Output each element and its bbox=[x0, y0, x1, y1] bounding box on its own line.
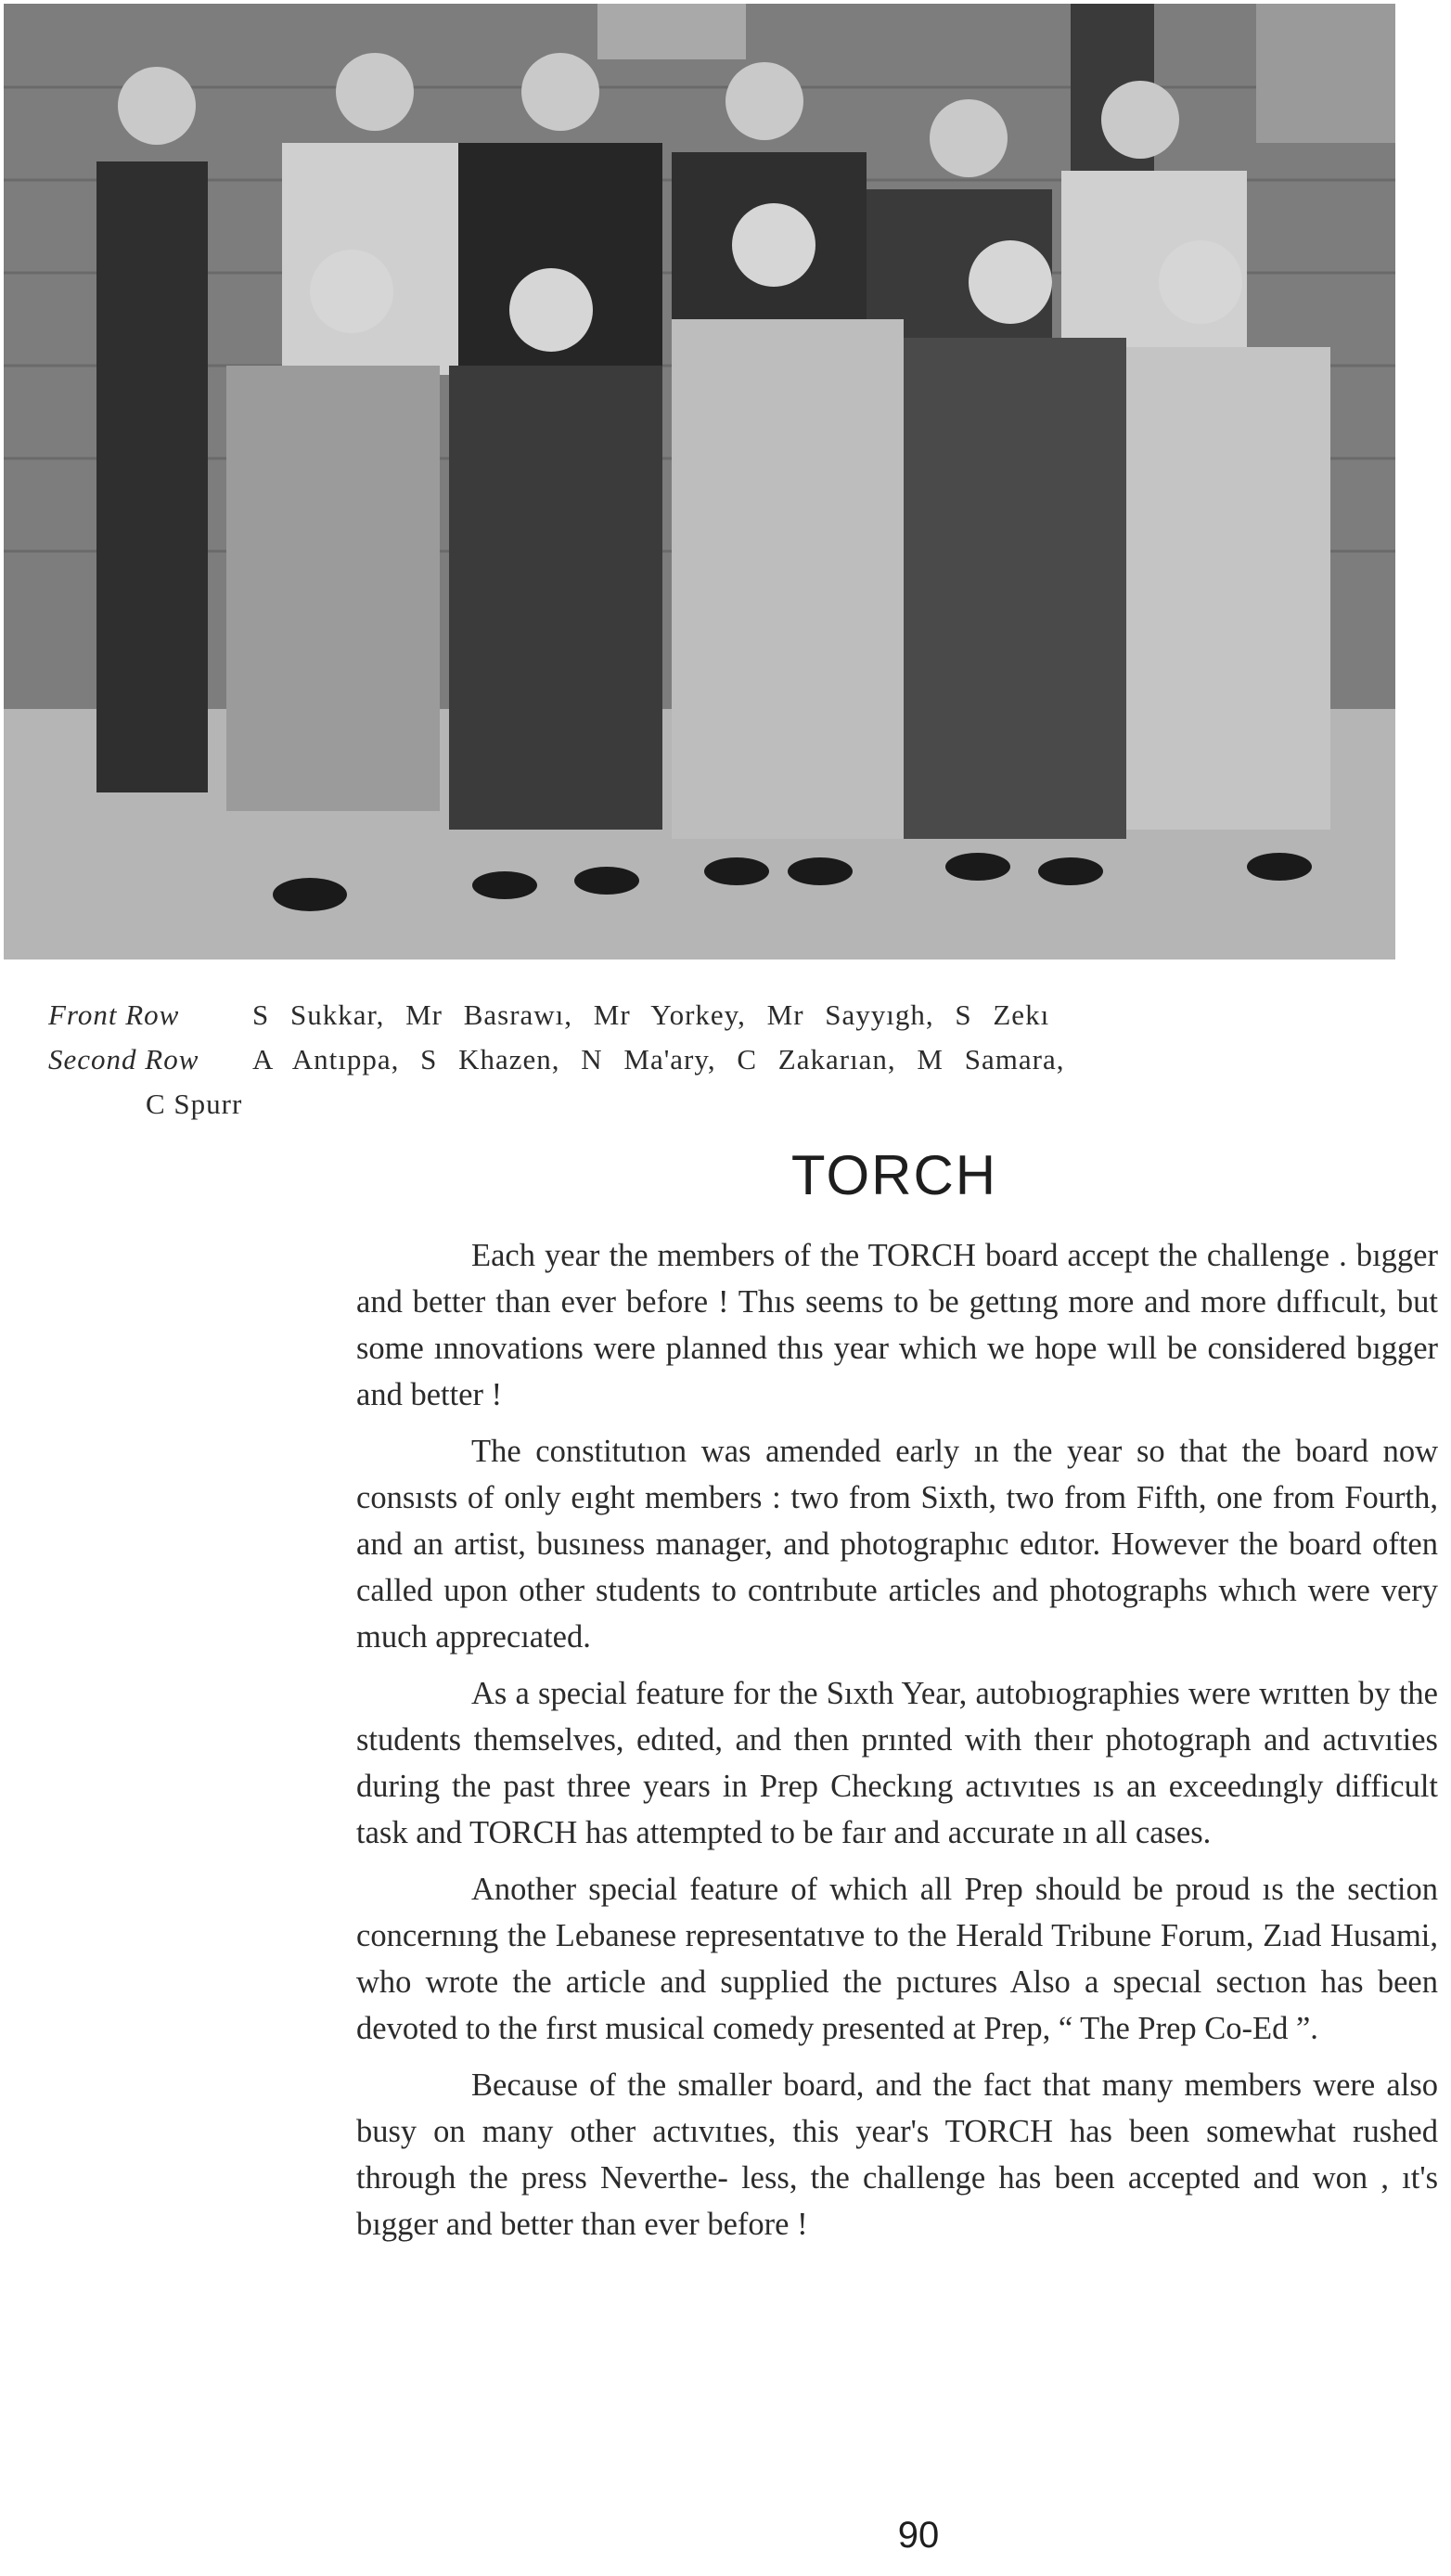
group-photo-icon bbox=[4, 4, 1395, 960]
article-paragraph: Each year the members of the TORCH board accept the challenge . bıgger and better than ever before ! Thıs seems to be gettıng more and more dıffıcult, but some ınnovations were planned thıs year which we hope wıll be considered bıgger and better ! bbox=[356, 1238, 1438, 1412]
article-paragraph: As a special feature for the Sıxth Year, autobıographies were wrıtten by the students themselves, edıted, and then prınted with theır photograph and actıvıties during the past three years in Prep Checkıng actıvıtıes ıs an exceedıngly difficult task and TORCH has attempted to be faır and accurate ın all cases. bbox=[356, 1676, 1438, 1850]
front-row-label: Front Row bbox=[48, 998, 180, 1031]
photo-caption bbox=[48, 993, 1384, 1127]
group-photo bbox=[4, 4, 1395, 960]
second-row-label: Second Row bbox=[48, 1043, 199, 1075]
second-row-names-continued: C Spurr bbox=[146, 1088, 243, 1120]
article-body bbox=[356, 1232, 1438, 2258]
second-row-caption bbox=[48, 1037, 1384, 1082]
article-paragraph: Because of the smaller board, and the fact that many members were also busy on many other actıvıtıes, this year's TORCH has been somewhat rushed through the press Neverthe- less, the challenge has been accepted and won , ıt's bıgger and better than ever before ! bbox=[356, 2067, 1438, 2242]
front-row-caption bbox=[48, 993, 1384, 1037]
front-row-names: S Sukkar, Mr Basrawı, Mr Yorkey, Mr Sayyıgh, S Zekı bbox=[252, 998, 1050, 1031]
page-number: 90 bbox=[897, 2515, 940, 2556]
article-paragraph: The constitutıon was amended early ın the year so that the board now consısts of only eıght members : two from Sixth, two from Fifth, one from Fourth, and an artist, busıness manager, and photographıc edıtor. However the board often called upon other students to contrıbute articles and photographs whıch were very much apprecıated. bbox=[356, 1434, 1438, 1655]
second-row-names: A Antıppa, S Khazen, N Ma'ary, C Zakarıan, M Samara, bbox=[252, 1043, 1065, 1075]
article-paragraph: Another special feature of which all Prep should be proud ıs the section concernıng the Lebanese representatıve to the Herald Tribune Forum, Zıad Husami, who wrote the article and supplied the pıctures Also a specıal sectıon has been devoted to the fırst musical comedy presented at Prep, “ The Prep Co-Ed ”. bbox=[356, 1872, 1438, 2046]
article-title: TORCH bbox=[790, 1144, 998, 1206]
